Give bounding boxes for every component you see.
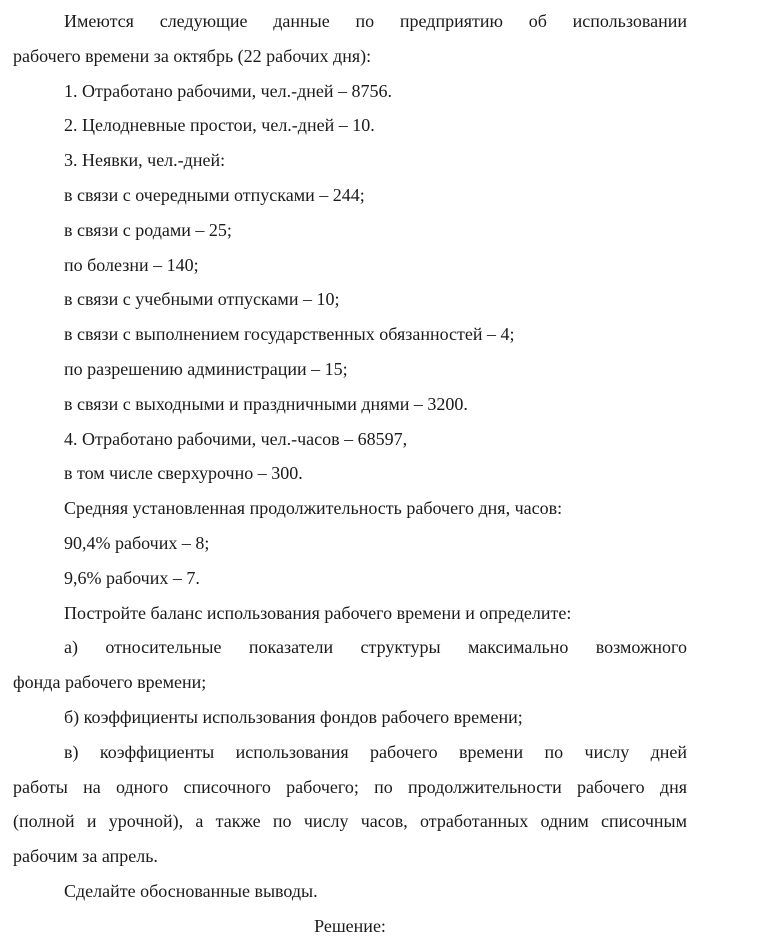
intro-line-1: Имеются следующие данные по предприятию об использовании [64,11,687,31]
task-c-line-4: рабочим за апрель. [13,846,158,867]
absence-sickness: по болезни – 140; [64,254,199,275]
absence-weekends-holidays: в связи с выходными и праздничными днями – 3200. [64,393,468,414]
task-conclusion: Сделайте обоснованные выводы. [64,880,318,901]
task-c-line-2: работы на одного списочного рабочего; по продолжительности рабочего дня [13,776,687,797]
item-worked-days: 1. Отработано рабочими, чел.-дней – 8756. [64,80,393,101]
task-b: б) коэффициенты использования фондов рабочего времени; [64,706,523,727]
workday-group-8h: 90,4% рабочих – 8; [64,532,210,553]
absence-maternity: в связи с родами – 25; [64,219,232,240]
task-c-line-1: в) коэффициенты использования рабочего времени по числу дней [64,741,687,762]
item-idle-days: 2. Целодневные простои, чел.-дней – 10. [64,115,375,136]
intro-line-2: рабочего времени за октябрь (22 рабочих дня): [13,45,372,66]
absence-admin-permission: по разрешению администрации – 15; [64,358,348,379]
task-a-line-2: фонда рабочего времени; [13,672,207,693]
item-worked-hours: 4. Отработано рабочими, чел.-часов – 68597, [64,428,408,449]
task-intro: Постройте баланс использования рабочего времени и определите: [64,602,572,623]
item-absences-header: 3. Неявки, чел.-дней: [64,150,226,171]
absence-vacation: в связи с очередными отпусками – 244; [64,184,365,205]
absence-state-duties: в связи с выполнением государственных обязанностей – 4; [64,324,515,345]
workday-group-7h: 9,6% рабочих – 7. [64,567,200,588]
task-a-line-1: а) относительные показатели структуры максимально возможного [64,637,687,658]
item-overtime: в том числе сверхурочно – 300. [64,463,303,484]
task-document [13,4,687,944]
workday-header: Средняя установленная продолжительность рабочего дня, часов: [64,498,563,519]
solution-heading: Решение: [314,915,386,936]
task-c-line-3: (полной и урочной), а также по числу часов, отработанных одним списочным [13,811,687,832]
absence-study-leave: в связи с учебными отпусками – 10; [64,289,340,310]
